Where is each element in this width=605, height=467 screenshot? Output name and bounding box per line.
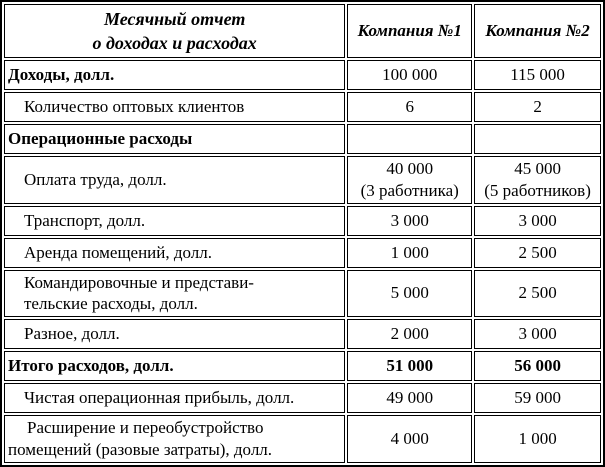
row-label: Оплата труда, долл. xyxy=(4,156,345,204)
row-value-company1: 2 000 xyxy=(347,319,472,349)
row-label: Транспорт, долл. xyxy=(4,206,345,236)
row-value-company2: 56 000 xyxy=(474,351,601,381)
header-row xyxy=(4,4,601,58)
table-row xyxy=(4,319,601,349)
row-value-company2: 45 000 (5 работников) xyxy=(474,156,601,204)
table-row xyxy=(4,92,601,122)
table-row xyxy=(4,206,601,236)
row-label: Аренда помещений, долл. xyxy=(4,238,345,268)
table-row xyxy=(4,351,601,381)
column-header-company2: Компания №2 xyxy=(474,4,601,58)
row-value-company1: 6 xyxy=(347,92,472,122)
row-label: Доходы, долл. xyxy=(4,60,345,90)
row-value-company2: 2 xyxy=(474,92,601,122)
row-label: Разное, долл. xyxy=(4,319,345,349)
row-label: Командировочные и представи- тельские расходы, долл. xyxy=(4,270,345,318)
row-value-company1: 40 000 (3 работника) xyxy=(347,156,472,204)
row-value-company1: 100 000 xyxy=(347,60,472,90)
report-title xyxy=(4,4,345,58)
column-header-company1: Компания №1 xyxy=(347,4,472,58)
row-value-company2: 2 500 xyxy=(474,270,601,318)
row-value-company2 xyxy=(474,124,601,154)
row-label: Количество оптовых клиентов xyxy=(4,92,345,122)
table-row xyxy=(4,270,601,318)
row-value-company1: 5 000 xyxy=(347,270,472,318)
row-value-company2: 3 000 xyxy=(474,319,601,349)
report-title-line2: о доходах и расходах xyxy=(92,33,257,53)
table-row xyxy=(4,124,601,154)
row-value-company1: 4 000 xyxy=(347,415,472,463)
row-value-company2: 115 000 xyxy=(474,60,601,90)
table-row xyxy=(4,238,601,268)
row-label: Расширение и переобустройство помещений (разовые затраты), долл. xyxy=(4,415,345,463)
report-rows xyxy=(4,60,601,463)
table-row xyxy=(4,383,601,413)
row-label: Чистая операционная прибыль, долл. xyxy=(4,383,345,413)
row-label: Итого расходов, долл. xyxy=(4,351,345,381)
row-value-company1: 1 000 xyxy=(347,238,472,268)
table-row xyxy=(4,60,601,90)
row-value-company2: 1 000 xyxy=(474,415,601,463)
row-value-company1: 51 000 xyxy=(347,351,472,381)
row-value-company1: 3 000 xyxy=(347,206,472,236)
report-title-line1: Месячный отчет xyxy=(103,8,246,29)
row-value-company1 xyxy=(347,124,472,154)
row-label: Операционные расходы xyxy=(4,124,345,154)
row-value-company1: 49 000 xyxy=(347,383,472,413)
row-value-company2: 2 500 xyxy=(474,238,601,268)
table-row xyxy=(4,156,601,204)
table-row xyxy=(4,415,601,463)
row-value-company2: 59 000 xyxy=(474,383,601,413)
row-value-company2: 3 000 xyxy=(474,206,601,236)
